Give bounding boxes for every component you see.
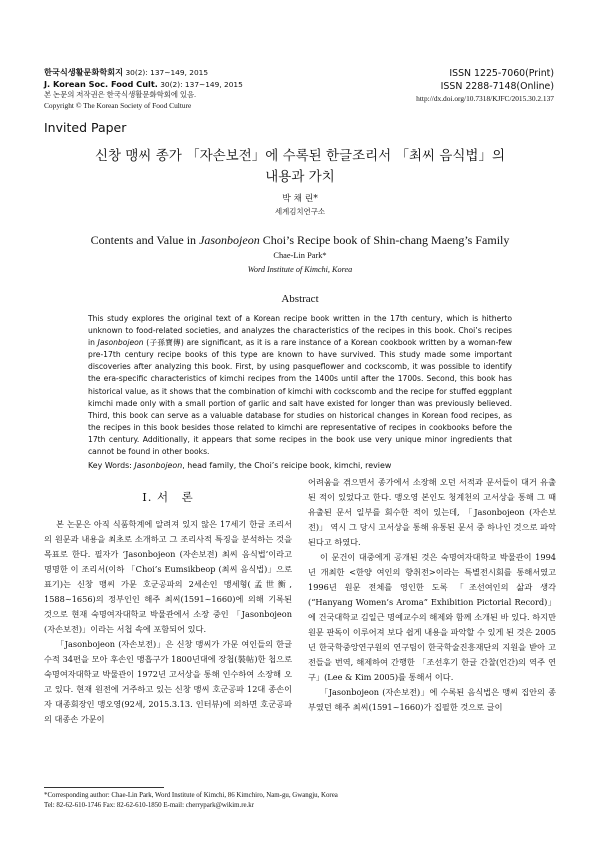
author-english: Chae-Lin Park* [273, 251, 327, 260]
title-korean-line2: 내용과 가치 [265, 169, 335, 185]
abstract-text-2: (子孫寶傳) are significant, as it is a rare instance of a Korean cookbook written by a woman-few pre-17th century recipe books of this type are known to have survived. This study made some important discoveries after analyzing this book. First, by using pasqueflower and cockscomb, it was possible to identify the era-specific characteristics of kimchi recipes from the 1400s until after the 1700s. Second, this book has historical value, as it shows that the combination of kimchi with cockscomb and the recipe for stuffed eggplant kimchi made only with a small portion of garlic and salt have existed for longer than was previously believed. Third, this book can serve as a valuable database for studies on historical changes in Korean food recipes, as the recipes in this book besides those related to kimchi are representative of recipes in cookbooks before the 17th century. Additionally, it appears that some recipes in the book use very unique minor ingredients that cannot be found in other books. [88, 338, 512, 457]
copyright-notice-en: Copyright © The Korean Society of Food Culture [44, 100, 192, 110]
footnote-line: Tel: 82-62-610-1746 Fax: 82-62-610-1850 E-mail: cherrypark@wikim.re.kr [44, 802, 255, 809]
keywords-list: , head family, the Choi’s reicipe book, kimchi, review [182, 461, 392, 470]
issn-block [416, 67, 554, 104]
journal-header [44, 67, 243, 111]
paragraph: 「Jasonbojeon (자손보전)」에 수록된 음식법은 맹씨 집안의 종부였던 해주 최씨(1591~1660)가 집필한 것으로 글이 [308, 687, 556, 712]
title-korean-line1: 신창 맹씨 종가 「자손보전」에 수록된 한글조리서 「최씨 음식법」의 [94, 148, 506, 164]
footnote-line: *Corresponding author: Chae-Lin Park, Word Institute of Kimchi, 86 Kimchiro, Nam-gu, Gwangju, Korea [44, 792, 338, 799]
copyright-notice-ko: 본 논문의 저작권은 한국식생활문화학회에 있음. [44, 90, 197, 99]
title-english [30, 233, 570, 248]
journal-en-name: J. Korean Soc. Food Cult. [44, 78, 158, 89]
section-title: Ⅰ. 서 론 [142, 490, 194, 504]
journal-en-citation: 30(2): 137~149, 2015 [157, 79, 243, 89]
abstract-italic: Jasonbojeon [97, 338, 144, 348]
footnote-rule [44, 787, 164, 788]
title-english-part1: Contents and Value in [90, 233, 200, 247]
abstract-text-1: This study explores the original text of a Korean recipe book written in the 17th century, which is hitherto unknown to food-related societies, and analyzes the characteristics of the recipes in this book. Choi’s recipes in [88, 314, 512, 348]
affiliation-english: Word Institute of Kimchi, Korea [247, 265, 353, 274]
journal-ko-name: 한국식생활문화학회지 [44, 67, 124, 77]
column-left [44, 489, 292, 727]
keywords [88, 460, 512, 471]
keywords-label: Key Words: [88, 461, 135, 470]
doi-link[interactable]: http://dx.doi.org/10.7318/KJFC/2015.30.2.137 [416, 94, 554, 103]
affiliation-korean: 세계김치연구소 [275, 207, 325, 216]
journal-ko-line [44, 67, 243, 79]
issn-print: ISSN 1225-7060(Print) [449, 68, 554, 79]
journal-en-line [44, 79, 243, 91]
keywords-italic: Jasonbojeon [134, 461, 183, 470]
issn-online: ISSN 2288-7148(Online) [440, 81, 554, 92]
article-type: Invited Paper [44, 120, 127, 135]
title-english-part2: Choi’s Recipe book of Shin-chang Maeng’s Family [259, 233, 510, 247]
abstract-heading: Abstract [281, 293, 319, 305]
paragraph: 이 문건이 대중에게 공개된 것은 숙명여자대학교 박물관이 1994년 개최한 <한양 여인의 향취전>이라는 특별전시회를 통해서였고 1996년 원문 전체를 영인한 도록 「조선여인의 삶과 생각(“Hanyang Women’s Aroma” Exhibition Pictorial Record)」에 건국대학교 김일근 명예교수의 해제와 함께 소개된 바 있다. 하지만 원문 판독이 이루어져 보다 쉽게 내용을 파악할 수 있게 된 것은 2005년 한국학중앙연구원의 연구팀이 한국학술진흥재단의 지원을 받아 고전들을 번역, 해제하여 간행한 「조선후기 한글 간찰(언간)의 역주 연구」(Lee & Kim 2005)를 통해서 이다. [308, 552, 556, 682]
title-english-italic: Jasonbojeon [199, 233, 260, 247]
journal-ko-citation: 30(2): 137~149, 2015 [123, 68, 209, 77]
paragraph: 「Jasonbojeon (자손보전)」은 신창 맹씨가 가문 여인들의 한글 수적 34편을 모아 후손인 맹흡구가 1800년대에 장첩(裝帖)한 첩으로 숙명여자대학교 박물관이 1972년 고서상을 통해 인수하여 소장해 오고 있다. 현재 원전에 거주하고 있는 신창 맹씨 호군공파 12대 종손이자 대종회장인 맹오영(92세, 2015.3.13. 인터뷰)에 의하면 호군공파의 대종손 가문이 [44, 639, 292, 724]
author-korean: 박 채 린* [282, 194, 318, 204]
paragraph: 어려움을 겪으면서 종가에서 소장해 오던 서적과 문서들이 대거 유출된 적이 있었다고 한다. 맹오영 본인도 청계천의 고서상을 통해 그 때 유출된 문서 일부를 회수한 적이 있는데, 「Jasonbojeon (자손보전)」 역시 그 당시 고서상을 통해 유통된 문서 중 하나인 것으로 파악된다고 하였다. [308, 477, 556, 547]
footnote [44, 791, 338, 811]
abstract-body [88, 313, 512, 458]
column-right [308, 475, 556, 715]
paragraph: 본 논문은 아직 식품학계에 알려져 있지 않은 17세기 한글 조리서의 원문과 내용을 최초로 소개하고 그 조리사적 특징을 분석하는 것을 목표로 한다. 필자가 ‘Jasonbojeon (자손보전) 최씨 음식법’이라고 명명한 이 조리서(이하 「Choi’s Eumsikbeop (최씨 음식법)」으로 표기)는 신창 맹씨 가문 호군공파의 2세손인 맹세형(孟世衡, 1588~1656)의 정부인인 해주 최씨(1591~1660)에 의해 기록된 것으로 현재 숙명여자대학교 박물관에서 소장 중인 「Jasonbojeon (자손보전)」이라는 서첩 속에 포함되어 있다. [44, 519, 292, 634]
title-korean [40, 146, 560, 188]
